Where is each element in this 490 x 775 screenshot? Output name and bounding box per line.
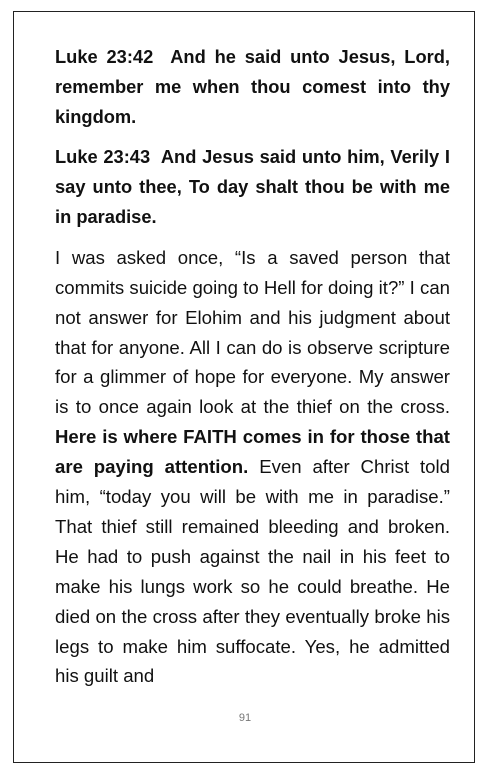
page-content xyxy=(55,42,450,691)
paragraph-text-start: I was asked once, “Is a saved person that commits suicide going to Hell for doing it?” I can not answer for Elohim and his judgment about that for anyone. All I can do is observe scripture for a glimmer of hope for everyone. My answer is to once again look at the thief on the cross. xyxy=(55,246,450,418)
verse-text: And he said unto Jesus, Lord, remember me when thou comest into thy kingdom. xyxy=(55,46,450,127)
page-number: 91 xyxy=(238,712,252,724)
verse-reference: Luke 23:43 xyxy=(55,146,151,168)
verse-text: And Jesus said unto him, Verily I say unto thee, To day shalt thou be with me in paradise. xyxy=(55,146,450,227)
page xyxy=(13,11,475,763)
verse-reference: Luke 23:42 xyxy=(55,46,154,67)
paragraph-text-end: Even after Christ told him, “today you will be with me in paradise.” That thief still remained bleeding and broken. He had to push against the nail in his feet to make his lungs work so he could breathe. He died on the cross after they eventually broke his legs to make him suffocate. Yes, he admitted his guilt and xyxy=(55,456,450,687)
verse-luke-23-43 xyxy=(55,142,450,231)
body-paragraph xyxy=(55,243,450,692)
paragraph-emphasis: Here is where FAITH comes in for those that are paying attention. xyxy=(55,426,450,478)
verse-luke-23-42 xyxy=(55,42,450,131)
